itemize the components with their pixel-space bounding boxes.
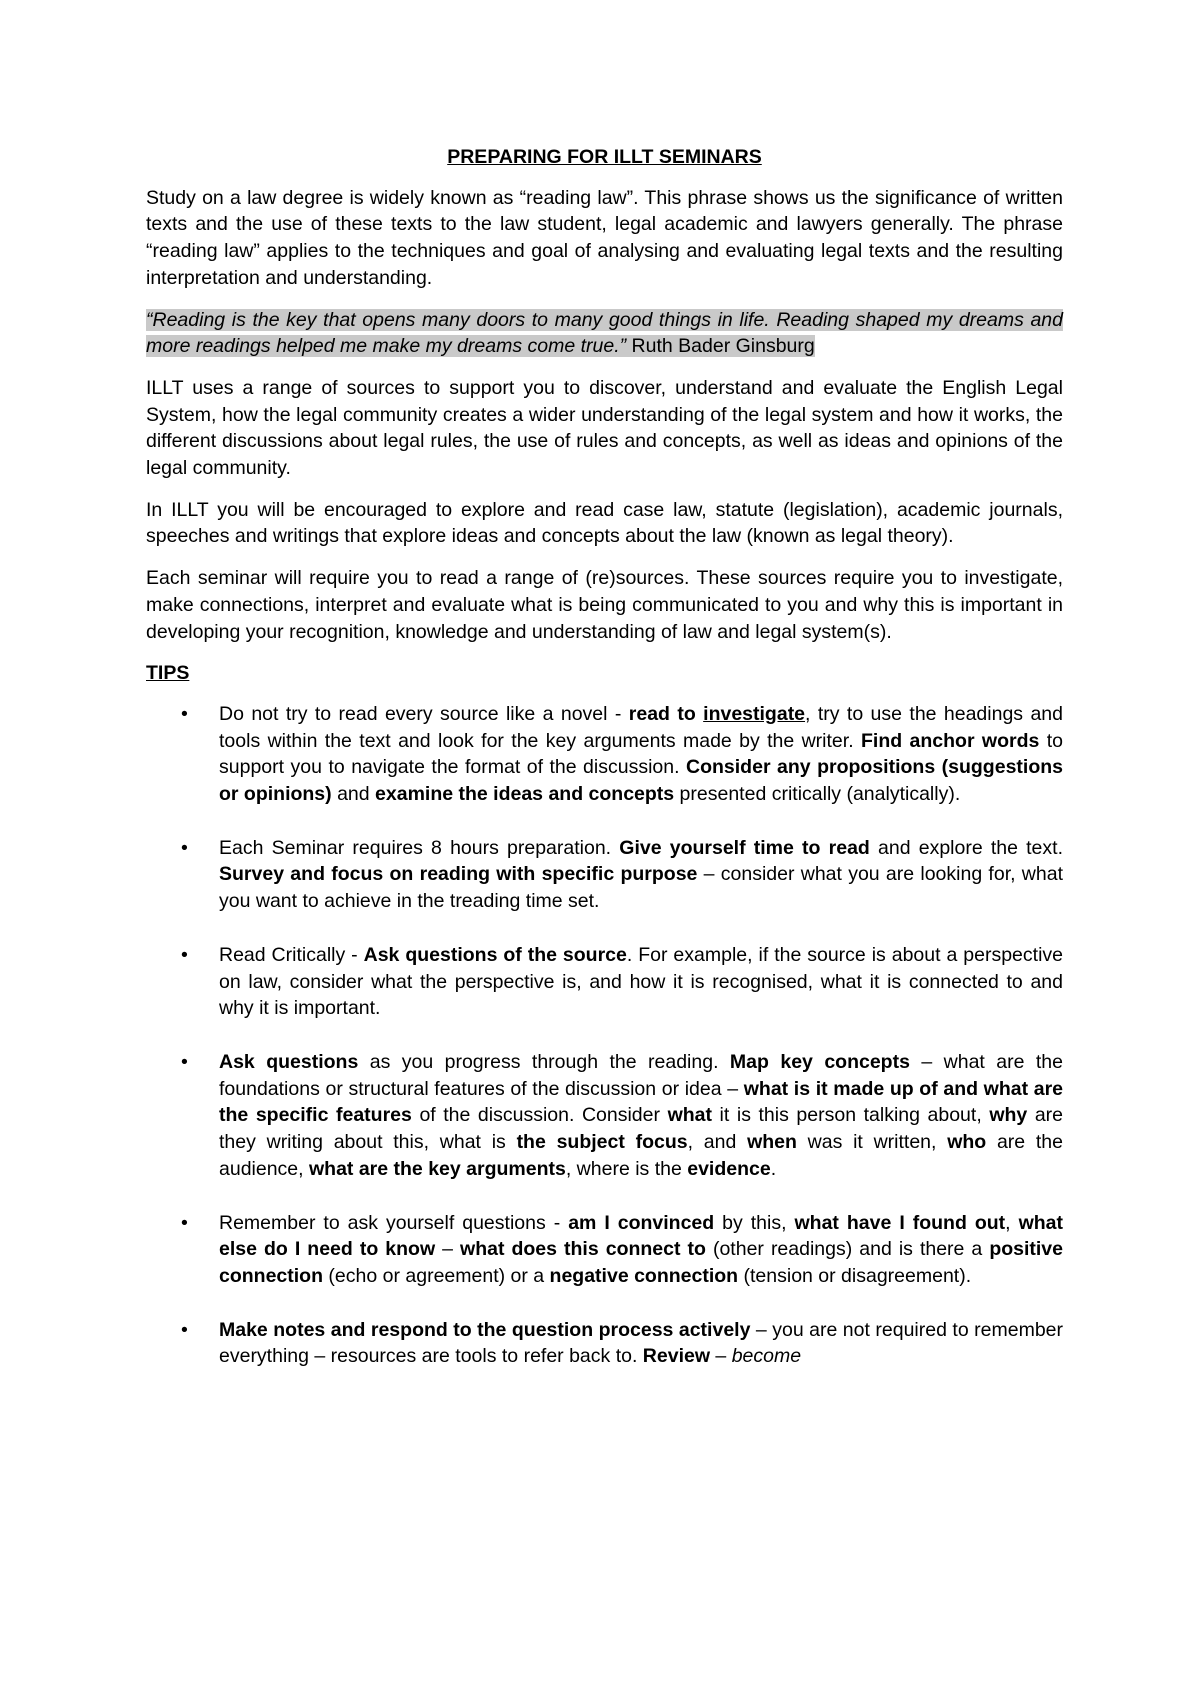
tip-run: . For example, if the source is about a perspective on law, consider what the perspective is, and how it is recognised, what it is connected to and why it is important. bbox=[219, 943, 1063, 1020]
tip-run: examine the ideas and concepts bbox=[375, 783, 675, 806]
tip-run: the subject focus bbox=[516, 1131, 688, 1154]
tip-run: what is it made up of and what are the specific features bbox=[219, 1077, 1064, 1127]
tip-run: Ask questions bbox=[219, 1050, 359, 1073]
tip-run: Read Critically - bbox=[219, 943, 364, 966]
tip-run: – you are not required to remember everything – resources are tools to refer back to. bbox=[219, 1318, 1064, 1368]
tip-run: Ask questions of the source bbox=[363, 943, 627, 966]
tip-text bbox=[219, 1051, 1063, 1180]
tip-run: (echo or agreement) or a bbox=[323, 1264, 550, 1287]
document-content bbox=[146, 144, 1063, 1397]
tip-item bbox=[146, 835, 1063, 915]
bullet-icon: • bbox=[181, 1211, 188, 1234]
tip-item bbox=[146, 1049, 1063, 1183]
tip-run: , where is the bbox=[565, 1157, 688, 1180]
tip-run: evidence bbox=[687, 1157, 771, 1180]
tip-run: – bbox=[435, 1238, 461, 1261]
tip-text bbox=[219, 944, 1063, 1019]
bullet-icon: • bbox=[181, 1318, 188, 1341]
tip-run: (other readings) and is there a bbox=[705, 1238, 990, 1261]
tip-run: what have I found out bbox=[794, 1211, 1006, 1234]
tip-run: and explore the text. bbox=[869, 836, 1063, 859]
tip-text bbox=[219, 703, 1063, 805]
tip-text bbox=[219, 1319, 1063, 1368]
bullet-icon: • bbox=[181, 836, 188, 859]
tip-item bbox=[146, 1210, 1063, 1290]
quote-text: “Reading is the key that opens many doors to many good things in life. Reading shaped my dreams and more readings helped me make my dreams come true.” bbox=[146, 308, 1063, 358]
tip-run: why bbox=[989, 1104, 1028, 1127]
tip-run: what else do I need to know bbox=[219, 1211, 1063, 1261]
quote-author: Ruth Bader Ginsburg bbox=[631, 335, 815, 358]
tip-run: (tension or disagreement). bbox=[738, 1264, 972, 1287]
tip-run: Make notes and respond to the question process actively bbox=[219, 1318, 751, 1341]
tip-run: , bbox=[1005, 1211, 1019, 1234]
tip-run: presented critically (analytically). bbox=[674, 783, 961, 806]
tip-run: – what are the foundations or structural features of the discussion or idea – bbox=[219, 1050, 1063, 1100]
tip-run: are the audience, bbox=[219, 1131, 1063, 1180]
tip-run: Give yourself time to read bbox=[619, 836, 870, 859]
body-paragraph-seminar: Each seminar will require you to read a range of (re)sources. These sources require you to investigate, make connections, interpret and evaluate what is being communicated to you and why this is important in developing your recognition, knowledge and understanding of law and legal system(s). bbox=[146, 567, 1063, 643]
tip-run: – bbox=[710, 1345, 732, 1368]
tip-run: Map key concepts bbox=[729, 1050, 910, 1073]
tip-run: , and bbox=[687, 1131, 748, 1154]
bullet-icon: • bbox=[181, 702, 188, 725]
bullet-icon: • bbox=[181, 943, 188, 966]
tip-item bbox=[146, 701, 1063, 808]
tip-run: Do not try to read every source like a novel - bbox=[219, 702, 629, 725]
tip-text bbox=[219, 1212, 1063, 1287]
tip-run: Review bbox=[642, 1345, 710, 1368]
tip-run: when bbox=[747, 1131, 797, 1154]
tip-run: and bbox=[331, 783, 376, 806]
tip-run: by this, bbox=[714, 1211, 795, 1234]
tip-run: Find anchor words bbox=[861, 729, 1040, 752]
tip-run: Survey and focus on reading with specific purpose bbox=[219, 863, 698, 886]
tip-run: what are the key arguments bbox=[309, 1157, 566, 1180]
tip-run: read to bbox=[628, 702, 704, 725]
tip-run: negative connection bbox=[549, 1264, 739, 1287]
tip-run: become bbox=[731, 1345, 802, 1368]
tip-run: investigate bbox=[703, 702, 806, 725]
tip-run: of the discussion. Consider bbox=[411, 1104, 668, 1127]
bullet-icon: • bbox=[181, 1050, 188, 1073]
body-paragraph-explore: In ILLT you will be encouraged to explore and read case law, statute (legislation), academic journals, speeches and writings that explore ideas and concepts about the law (known as legal theory). bbox=[146, 498, 1063, 548]
tip-run: it is this person talking about, bbox=[711, 1104, 990, 1127]
tip-run: what bbox=[667, 1104, 712, 1127]
intro-paragraph: Study on a law degree is widely known as “reading law”. This phrase shows us the significance of written texts and the use of these texts to the law student, legal academic and lawyers generally. The phrase “reading law” applies to the techniques and goal of analysing and evaluating legal texts and the resulting interpretation and understanding. bbox=[146, 186, 1063, 289]
tip-run: Remember to ask yourself questions - bbox=[219, 1211, 569, 1234]
tip-item bbox=[146, 942, 1063, 1022]
tip-run: Consider any propositions (suggestions or opinions) bbox=[219, 756, 1063, 806]
tip-run: to support you to navigate the format of the discussion. bbox=[219, 729, 1063, 779]
tip-run: are they writing about this, what is bbox=[219, 1104, 1063, 1154]
quote-highlight bbox=[146, 309, 1063, 358]
tip-run: am I convinced bbox=[568, 1211, 715, 1234]
tip-run: positive connection bbox=[219, 1238, 1063, 1287]
tip-run: was it written, bbox=[796, 1131, 948, 1154]
tip-run: – consider what you are looking for, what you want to achieve in the treading time set. bbox=[219, 863, 1063, 913]
tips-list bbox=[146, 701, 1063, 1370]
quote-block bbox=[146, 307, 1063, 360]
tips-heading: TIPS bbox=[146, 662, 190, 685]
body-paragraph-sources: ILLT uses a range of sources to support you to discover, understand and evaluate the English Legal System, how the legal community creates a wider understanding of the legal system and how it works, the different discussions about legal rules, the use of rules and concepts, as well as ideas and opinions of the legal community. bbox=[146, 376, 1063, 480]
tip-run: , try to use the headings and tools within the text and look for the key arguments made by the writer. bbox=[219, 702, 1063, 752]
tip-run: as you progress through the reading. bbox=[358, 1050, 730, 1073]
tip-item bbox=[146, 1317, 1063, 1370]
tip-text bbox=[219, 837, 1063, 912]
tip-run: Each Seminar requires 8 hours preparation. bbox=[219, 836, 620, 859]
tip-run: what does this connect to bbox=[460, 1238, 706, 1261]
document-title: PREPARING FOR ILLT SEMINARS bbox=[447, 146, 762, 168]
tip-run: . bbox=[770, 1157, 777, 1180]
tip-run: who bbox=[947, 1131, 987, 1154]
